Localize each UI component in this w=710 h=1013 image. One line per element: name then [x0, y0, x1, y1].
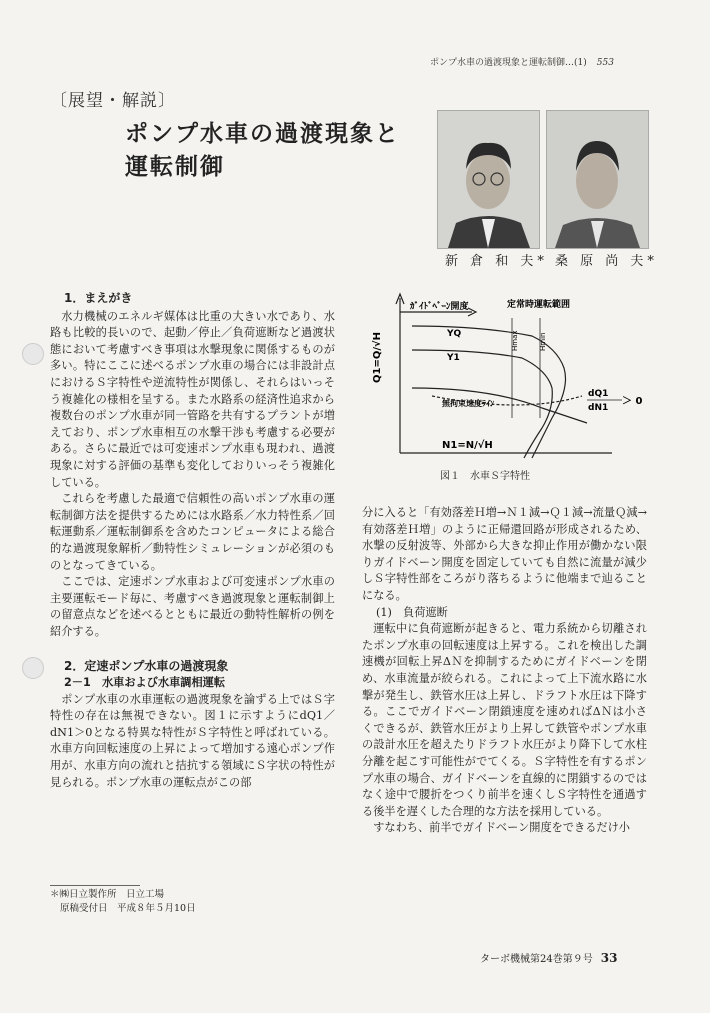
left-column — [50, 290, 335, 791]
paragraph: 運転中に負荷遮断が起きると、電力系統から切離されたポンプ水車の回転速度は上昇する。これを検出した調速機が回転上昇ΔＮを抑制するためにガイドベーンを閉め、水車流量が絞られる。これによって上下流水路に水撃が発生し、鉄管水圧は上昇し、ドラフト水圧は下降する。ここでガイドベーン閉鎖速度を速めればΔＮは小さくできるが、鉄管水圧がより上昇して鉄管やポンプ水車の設計水圧を超えたりドラフト水圧がより降下して水柱分離を起こす可能性がでてくる。Ｓ字特性を有するポンプ水車の場合、ガイドベーンを直線的に閉鎖するのではなく途中で腰折をつくり前半を速くしＳ字特性を通過する後半を遅くした合理的な方法を採用している。 — [362, 622, 647, 818]
author-photo-1 — [437, 110, 540, 249]
author-photo-2 — [546, 110, 649, 249]
dq1-label: dQ1 — [588, 389, 609, 399]
guide-vane-label: ｶﾞｲﾄﾞﾍﾞｰﾝ開度 — [410, 302, 469, 312]
paragraph: 分に入ると「有効落差Ｈ増→Ｎ１減→Ｑ１減→流量Ｑ減→有効落差Ｈ増」のように正帰還回路が形成されるため、水撃の反射波等、外部から大きな抑止作用が働かない限りガイドベーン開度を固定していても自然に流量が減少しＳ字特性部をころがり落ちるように他端まで辿ることになる。 — [362, 506, 647, 602]
subsection-heading: (1) 負荷遮断 — [376, 605, 448, 619]
author-name-1: 新 倉 和 夫* — [445, 254, 548, 269]
running-header — [430, 55, 614, 68]
footnote-received: 原稿受付日 平成８年５月10日 — [60, 903, 196, 914]
article-category: 〔展望・解説〕 — [50, 91, 176, 111]
paragraph: 水力機械のエネルギ媒体は比重の大きい水であり、水路も比較的長いので、起動／停止／負荷遮断など過渡状態において考慮すべき事項は水撃現象に関係するものが多い。特にここに述べるポンプ水車の場合には非設計点におけるＳ字特性や逆流特性が関係し、それらはいっそう複雑化の様相を呈する。また水路系の経済性追求から複数台のポンプ水車が同一管路を共有するプラントが増えており、ポンプ水車相互の水撃干渉も考慮する必要がある。さらに最近では可変速ポンプ水車も現われ、過渡現象に対する評価の基準も変化しておりいっそう複雑化している。 — [50, 309, 335, 489]
footnote-affiliation: ＊㈱日立製作所 日立工場 — [50, 889, 165, 900]
paragraph: ここでは、定速ポンプ水車および可変速ポンプ水車の主要運転モード毎に、考慮すべき過渡現象と運転制御上の留意点などを述べるとともに最近の動特性解析の例を紹介する。 — [50, 575, 335, 638]
footer-page-number: 33 — [600, 951, 618, 965]
runaway-label: 無拘束速度ﾗｲﾝ — [442, 399, 494, 408]
y1-label: Y1 — [447, 353, 460, 363]
s-curve-low — [412, 388, 587, 423]
section-2-1-heading: 2－1 水車および水車調相運転 — [64, 676, 226, 690]
section-1-heading: 1．まえがき — [64, 291, 133, 305]
dn1-label: dN1 — [588, 403, 609, 413]
hmax-label: Hmax — [511, 330, 519, 351]
article-title — [125, 118, 425, 184]
author-name-2: 桑 原 尚 夫* — [555, 254, 658, 269]
binding-hole — [22, 657, 44, 679]
range-label: 定常時運転範囲 — [507, 300, 571, 310]
paragraph: ポンプ水車の水車運転の過渡現象を論ずる上ではＳ字特性の存在は無視できない。図１に示すようにdQ1／dN1＞0となる特異な特性がＳ字特性と呼ばれている。水車方向回転速度の上昇によって増加する遠心ポンプ作用が、水車方向の流れと拮抗する領域にＳ字状の特性が見られる。ポンプ水車の運転点がこの部 — [50, 692, 335, 789]
paragraph: すなわち、前半でガイドベーン開度をできるだけ小 — [373, 821, 630, 835]
y-axis-label: Q1=Q/√H — [372, 331, 383, 383]
figure-1 — [372, 288, 672, 467]
figure-caption: 図１ 水車Ｓ字特性 — [440, 471, 530, 482]
header-page-number: 553 — [596, 58, 614, 68]
section-2-heading: 2．定速ポンプ水車の過渡現象 — [64, 659, 229, 674]
journal-name: ターボ機械第24巻第９号 — [480, 954, 593, 965]
yq-label: YQ — [447, 329, 462, 339]
footnote-rule — [50, 885, 140, 886]
paragraph: これらを考慮した最適で信頼性の高いポンプ水車の運転制御方法を提供するためには水路系／水力特性系／回転運動系／運転制御系を含めたコンピュータによる総合的な過渡現象解析／動特性シミュレーションが必須のものとなってきている。 — [50, 492, 335, 572]
title-line-2: 運転制御 — [125, 154, 225, 180]
gt0-label: ＞ 0 — [622, 396, 643, 407]
page-footer — [480, 950, 617, 965]
binding-hole — [22, 343, 44, 365]
running-title: ポンプ水車の過渡現象と運転制御…(1) — [430, 58, 587, 68]
hmin-label: Hmin — [539, 332, 547, 351]
title-line-1: ポンプ水車の過渡現象と — [125, 121, 400, 147]
right-column — [362, 505, 647, 837]
x-axis-label: N1=N/√H — [442, 440, 493, 451]
footnote — [50, 888, 330, 916]
